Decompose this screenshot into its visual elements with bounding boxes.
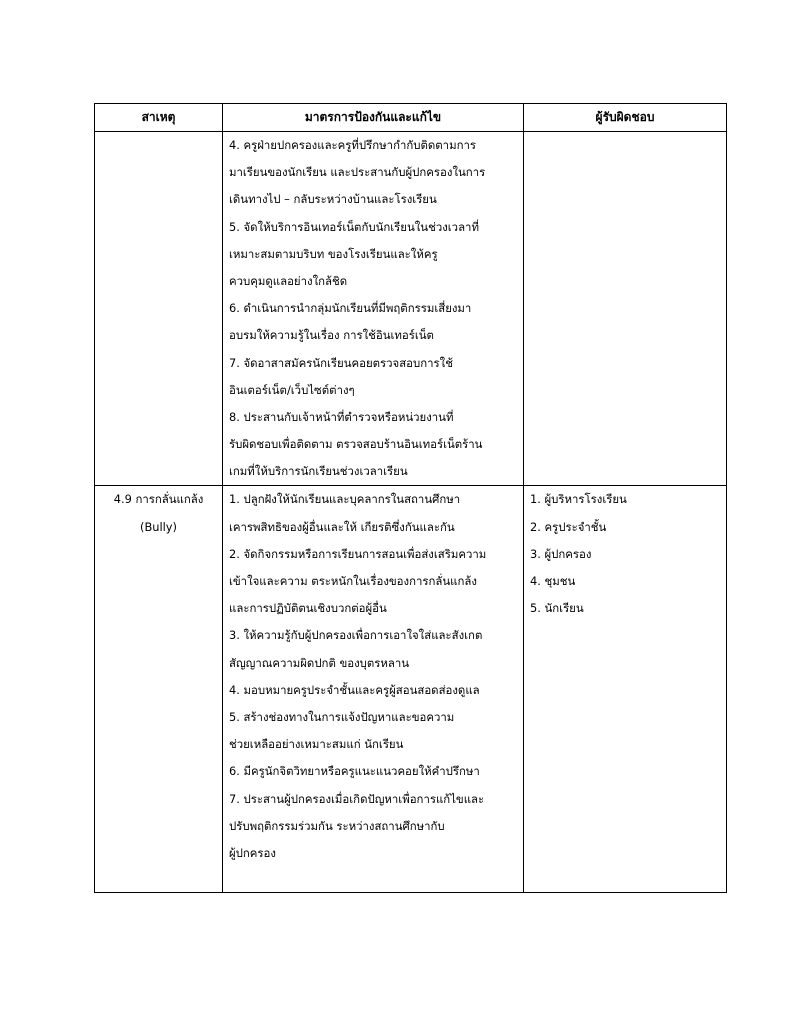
- text-line: 4.9 การกลั่นแกล้ง: [113, 492, 204, 507]
- cause-cell: [95, 486, 223, 893]
- text-line: 2. ครูประจำชั้น: [530, 519, 607, 534]
- table-row: [95, 132, 727, 486]
- responsible-cell: [524, 132, 727, 486]
- text-line: 8. ประสานกับเจ้าหน้าที่ตำรวจหรือหน่วยงานที่: [229, 409, 454, 424]
- text-line: มาเรียนของนักเรียน และประสานกับผู้ปกครองในการ: [229, 165, 486, 180]
- text-line: 1. ผู้บริหารโรงเรียน: [530, 492, 627, 507]
- text-line: และการปฏิบัติตนเชิงบวกต่อผู้อื่น: [229, 601, 387, 616]
- text-line: ปรับพฤติกรรมร่วมกัน ระหว่างสถานศึกษากับ: [229, 818, 445, 833]
- table-header-row: [95, 104, 727, 132]
- text-line: 6. ดำเนินการนำกลุ่มนักเรียนที่มีพฤติกรรมเสี่ยงมา: [229, 301, 472, 316]
- text-line: 2. จัดกิจกรรมหรือการเรียนการสอนเพื่อส่งเสริมความ: [229, 546, 487, 561]
- text-line: 4. ชุมชน: [530, 574, 576, 588]
- text-line: 4. มอบหมายครูประจำชั้นและครูผู้สอนสอดส่องดูแล: [229, 682, 480, 697]
- text-line: 7. จัดอาสาสมัครนักเรียนคอยตรวจสอบการใช้: [229, 355, 453, 370]
- text-line: รับผิดชอบเพื่อติดตาม ตรวจสอบร้านอินเทอร์เน็ตร้าน: [229, 437, 483, 452]
- cause-cell: [95, 132, 223, 486]
- measures-table: [94, 103, 727, 893]
- text-line: อินเตอร์เน็ต/เว็บไซต์ต่างๆ: [229, 382, 355, 397]
- text-line: 4. ครูฝ่ายปกครองและครูที่ปรึกษากำกับติดตามการ: [229, 138, 477, 152]
- text-line: เดินทางไป – กลับระหว่างบ้านและโรงเรียน: [229, 192, 437, 207]
- header-cause: สาเหตุ: [95, 104, 223, 132]
- text-line: (Bully): [140, 519, 177, 534]
- text-line: 5. นักเรียน: [530, 601, 584, 616]
- text-line: ควบคุมดูแลอย่างใกล้ชิด: [229, 273, 348, 288]
- text-line: ช่วยเหลืออย่างเหมาะสมแก่ นักเรียน: [229, 737, 404, 752]
- header-measures: มาตรการป้องกันและแก้ไข: [223, 104, 524, 132]
- text-line: 6. มีครูนักจิตวิทยาหรือครูแนะแนวคอยให้คำปรึกษา: [229, 764, 480, 779]
- text-line: เหมาะสมตามบริบท ของโรงเรียนและให้ครู: [229, 246, 438, 261]
- text-line: เคารพสิทธิของผู้อื่นและให้ เกียรติซึ่งกันและกัน: [229, 519, 455, 534]
- text-line: 5. จัดให้บริการอินเทอร์เน็ตกับนักเรียนในช่วงเวลาที่: [229, 219, 479, 234]
- text-line: 3. ผู้ปกครอง: [530, 546, 592, 561]
- responsible-cell: [524, 486, 727, 893]
- text-line: 3. ให้ความรู้กับผู้ปกครองเพื่อการเอาใจใส่และสังเกต: [229, 628, 483, 643]
- text-line: 7. ประสานผู้ปกครองเมื่อเกิดปัญหาเพื่อการแก้ไขและ: [229, 791, 485, 806]
- text-line: เข้าใจและความ ตระหนักในเรื่องของการกลั่นแกล้ง: [229, 574, 477, 588]
- text-line: อบรมให้ความรู้ในเรื่อง การใช้อินเทอร์เน็ต: [229, 328, 434, 343]
- text-line: 5. สร้างช่องทางในการแจ้งปัญหาและขอความ: [229, 709, 455, 724]
- measures-cell: [223, 132, 524, 486]
- text-line: ผู้ปกครอง: [229, 845, 276, 860]
- text-line: สัญญาณความผิดปกติ ของบุตรหลาน: [229, 655, 410, 670]
- text-line: เกมที่ให้บริการนักเรียนช่วงเวลาเรียน: [229, 464, 408, 479]
- text-line: 1. ปลูกฝังให้นักเรียนและบุคลากรในสถานศึกษา: [229, 492, 461, 507]
- table-row: [95, 486, 727, 893]
- header-responsible: ผู้รับผิดชอบ: [524, 104, 727, 132]
- measures-cell: [223, 486, 524, 893]
